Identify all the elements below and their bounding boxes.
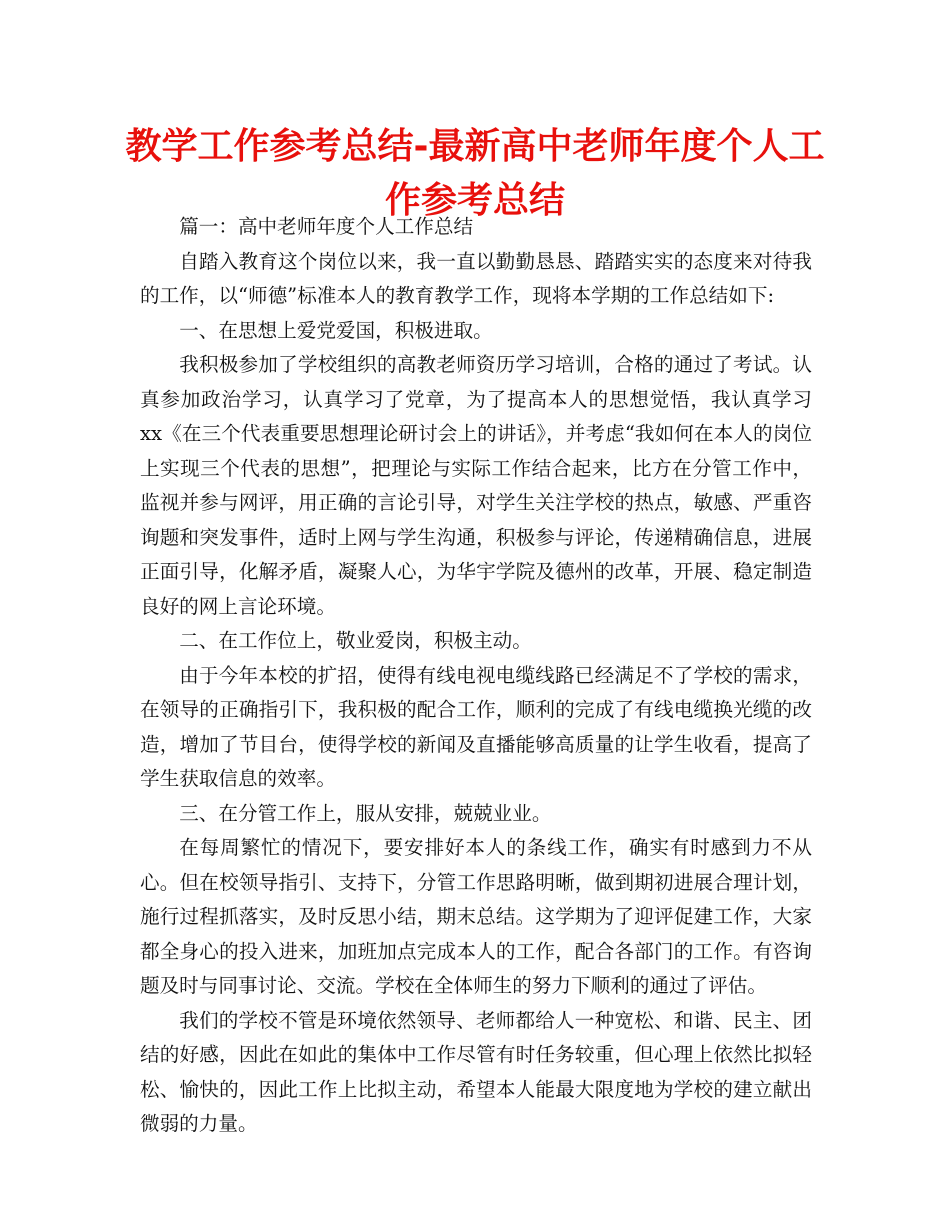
paragraph: 我们的学校不管是环境依然领导、老师都给人一种宽松、和谐、民主、团结的好感，因此在如此的集体中工作尽管有时任务较重，但心理上依然比拟轻松、愉快的，因此工作上比拟主动，希望本人能最大限度地为学校的建立献出微弱的力量。 <box>140 1008 812 1135</box>
paragraph: 我积极参加了学校组织的高教老师资历学习培训，合格的通过了考试。认真参加政治学习，认真学习了党章，为了提高本人的思想觉悟，我认真学习 xx《在三个代表重要思想理论研讨会上的讲话》，并考虑“我如何在本人的岗位上实现三个代表的思想”，把理论与实际工作结合起来，比方在分管工作中，监视并参与网评，用正确的言论引导，对学生关注学校的热点，敏感、严重咨询题和突发事件，适时上网与学生沟通，积极参与评论，传递精确信息，进展正面引导，化解矛盾，凝聚人心，为华宇学院及德州的改革，开展、稳定制造良好的网上言论环境。 <box>140 353 812 618</box>
section-heading: 二、在工作位上，敬业爱岗，积极主动。 <box>179 629 532 652</box>
section-heading: 篇一：高中老师年度个人工作总结 <box>179 215 474 238</box>
paragraph: 自踏入教育这个岗位以来，我一直以勤勤恳恳、踏踏实实的态度来对待我的工作，以“师德”标准本人的教育教学工作，现将本学期的工作总结如下: <box>140 249 812 307</box>
section-heading: 一、在思想上爱党爱国，积极进取。 <box>179 318 493 342</box>
paragraph: 由于今年本校的扩招，使得有线电视电缆线路已经满足不了学校的需求，在领导的正确指引下，我积极的配合工作，顺利的完成了有线电缆换光缆的改造，增加了节目台，使得学校的新闻及直播能够高质量的让学生收看，提高了学生获取信息的效率。 <box>140 663 812 790</box>
section-heading: 三、在分管工作上，服从安排，兢兢业业。 <box>179 801 552 825</box>
paragraph: 在每周繁忙的情况下，要安排好本人的条线工作，确实有时感到力不从心。但在校领导指引、支持下，分管工作思路明晰，做到期初进展合理计划，施行过程抓落实，及时反思小结，期末总结。这学期为了迎评促建工作，大家都全身心的投入进来，加班加点完成本人的工作，配合各部门的工作。有咨询题及时与同事讨论、交流。学校在全体师生的努力下顺利的通过了评估。 <box>140 836 812 997</box>
document-title: 教学工作参考总结-最新高中老师年度个人工作参考总结 <box>125 126 825 221</box>
document-body <box>140 210 812 1142</box>
